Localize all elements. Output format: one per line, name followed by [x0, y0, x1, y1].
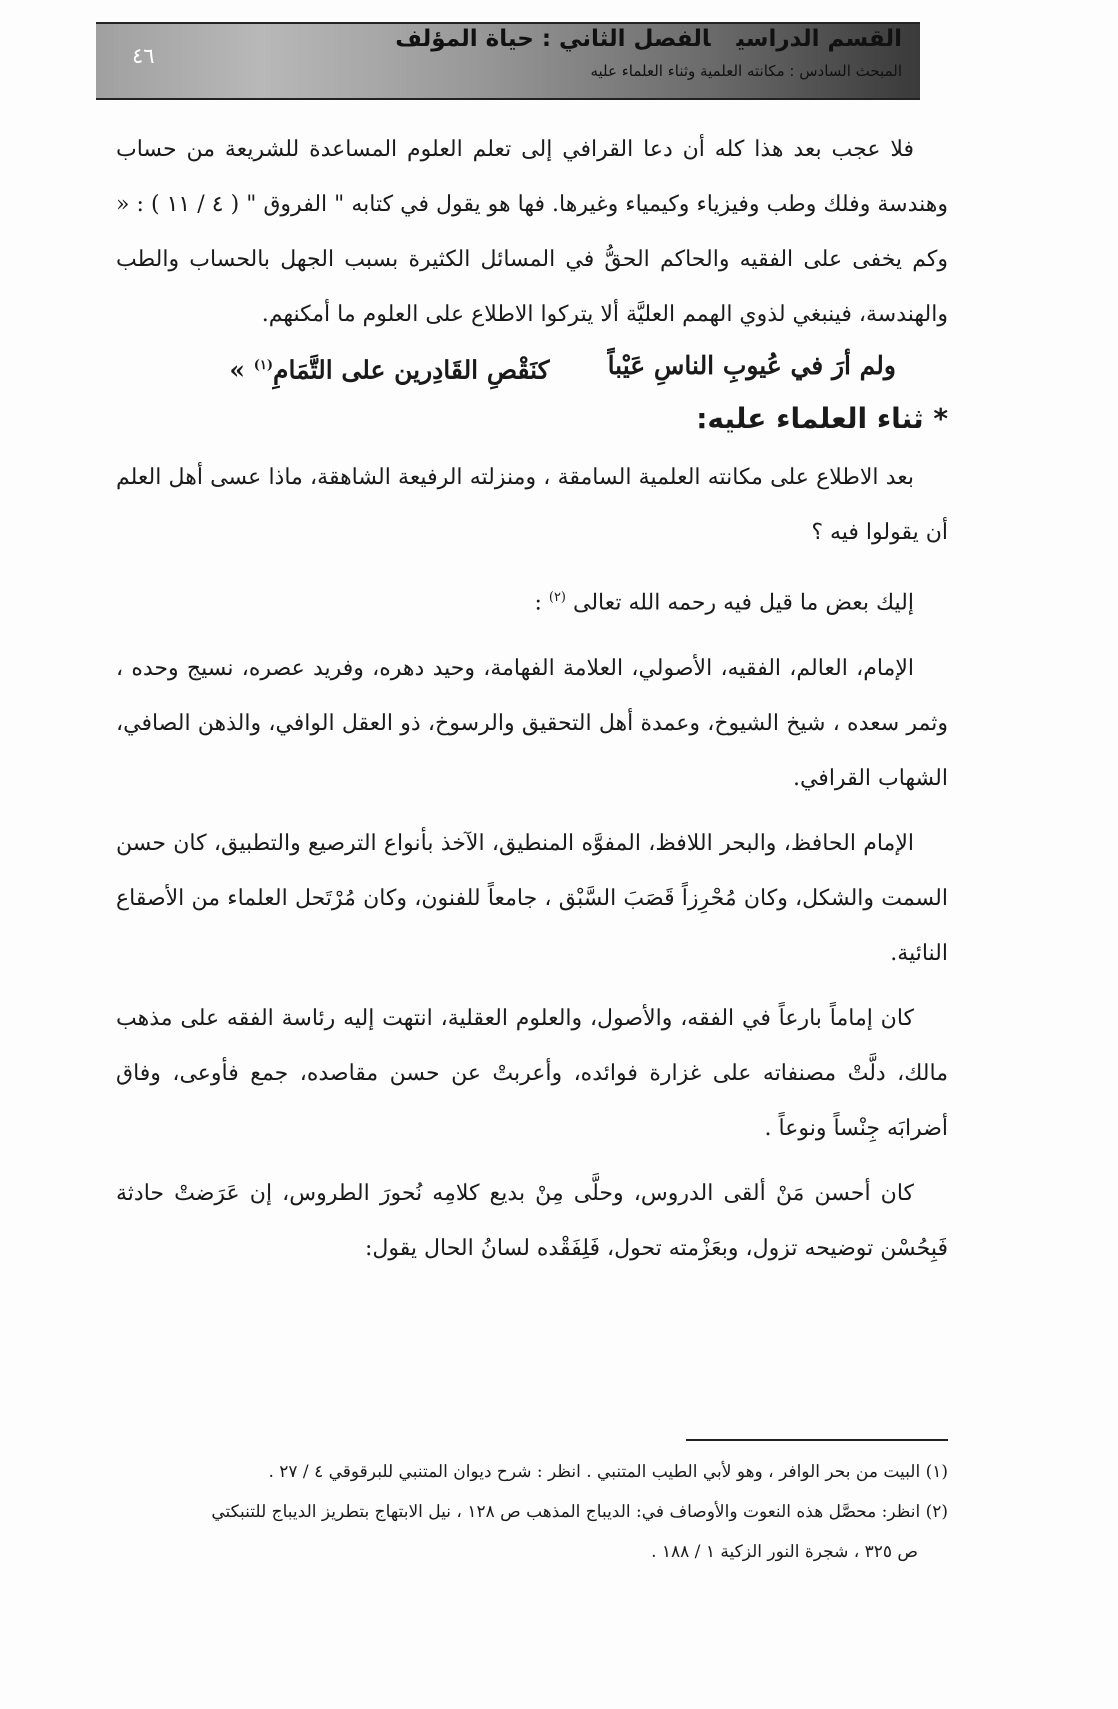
paragraph-3 — [116, 570, 948, 630]
paragraph-6: كان إماماً بارعاً في الفقه، والأصول، والعلوم العقلية، انتهت إليه رئاسة الفقه على مذهب مالك، دلَّتْ مصنفاته على غزارة فوائده، وأعربتْ عن حسن مقاصده، جمع فأوعى، وفاق أضرابَه جِنْساً ونوعاً . — [116, 1005, 948, 1141]
header-chapter: الفصل الثاني : حياة المؤلف — [395, 26, 711, 52]
paragraph-3-colon: : — [534, 590, 542, 616]
paragraph-5: الإمام الحافظ، والبحر اللافظ، المفوَّه المنطيق، الآخذ بأنواع الترصيع والتطبيق، كان حسن السمت والشكل، وكان مُحْرِزاً قَصَبَ السَّبْق ، جامعاً للفنون، وكان مُرْتَحل العلماء من الأصقاع النائية. — [116, 830, 948, 966]
page-number: ٤٦ — [132, 44, 155, 68]
main-text — [116, 122, 948, 1276]
verse-second-hemistich — [229, 342, 549, 394]
verse-first-hemistich: ولم أرَ في عُيوبِ الناسِ عَيْباً — [607, 351, 896, 380]
footnote-ref-2: (٢) — [548, 590, 566, 606]
paragraph-7: كان أحسن مَنْ ألقى الدروس، وحلَّى مِنْ بديع كلامِه نُحورَ الطروس، إن عَرَضتْ حادثة فَبِحُسْن توضيحه تزول، وبعَزْمته تحول، فَلِفَقْده لسانُ الحال يقول: — [116, 1180, 948, 1261]
paragraph-2: بعد الاطلاع على مكانته العلمية السامقة ، ومنزلته الرفيعة الشاهقة، ماذا عسى أهل العلم أن يقولوا فيه ؟ — [116, 465, 948, 546]
page-header — [96, 22, 920, 100]
footnote-2: (٢) انظر: محصَّل هذه النعوت والأوصاف في: الديباج المذهب ص ١٢٨ ، نيل الابتهاج بتطريز الديباج للتنبكتي — [211, 1502, 948, 1522]
footnote-separator — [686, 1439, 948, 1441]
header-section: القسم الدراسي — [736, 26, 902, 52]
verse-second-text: كنَقْصِ القَادِرين على التَّمَامِ — [273, 355, 550, 385]
footnotes — [116, 1452, 948, 1572]
paragraph-4: الإمام، العالم، الفقيه، الأصولي، العلامة الفهامة، وحيد دهره، وفريد عصره، نسيج وحده ، وثمر سعده ، شيخ الشيوخ، وعمدة أهل التحقيق والرسوخ، ذو العقل الوافي، والذهن الصافي، الشهاب القرافي. — [116, 655, 948, 791]
section-heading: * ثناء العلماء عليه: — [696, 402, 948, 436]
footnote-ref-1: (١) — [253, 358, 274, 373]
footnote-2-continued: ص ٣٢٥ ، شجرة النور الزكية ١ / ١٨٨ . — [651, 1542, 918, 1562]
paragraph-3-text: إليك بعض ما قيل فيه رحمه الله تعالى — [573, 590, 914, 616]
footnote-1: (١) البيت من بحر الوافر ، وهو لأبي الطيب المتنبي . انظر : شرح ديوان المتنبي للبرقوقي ٤ / ٢٧ . — [268, 1462, 948, 1482]
quote-close: » — [229, 355, 245, 385]
poem-verse — [116, 342, 948, 394]
paragraph-1: فلا عجب بعد هذا كله أن دعا القرافي إلى تعلم العلوم المساعدة للشريعة من حساب وهندسة وفلك وطب وفيزياء وكيمياء وغيرها. فها هو يقول في كتابه " الفروق " ( ٤ / ١١ ) : « وكم يخفى على الفقيه والحاكم الحقُّ في المسائل الكثيرة بسبب الجهل بالحساب والطب والهندسة، فينبغي لذوي الهمم العليَّة ألا يتركوا الاطلاع على العلوم ما أمكنهم. — [116, 137, 949, 327]
header-subtitle: المبحث السادس : مكانته العلمية وثناء العلماء عليه — [590, 62, 902, 80]
header-title — [369, 26, 902, 52]
